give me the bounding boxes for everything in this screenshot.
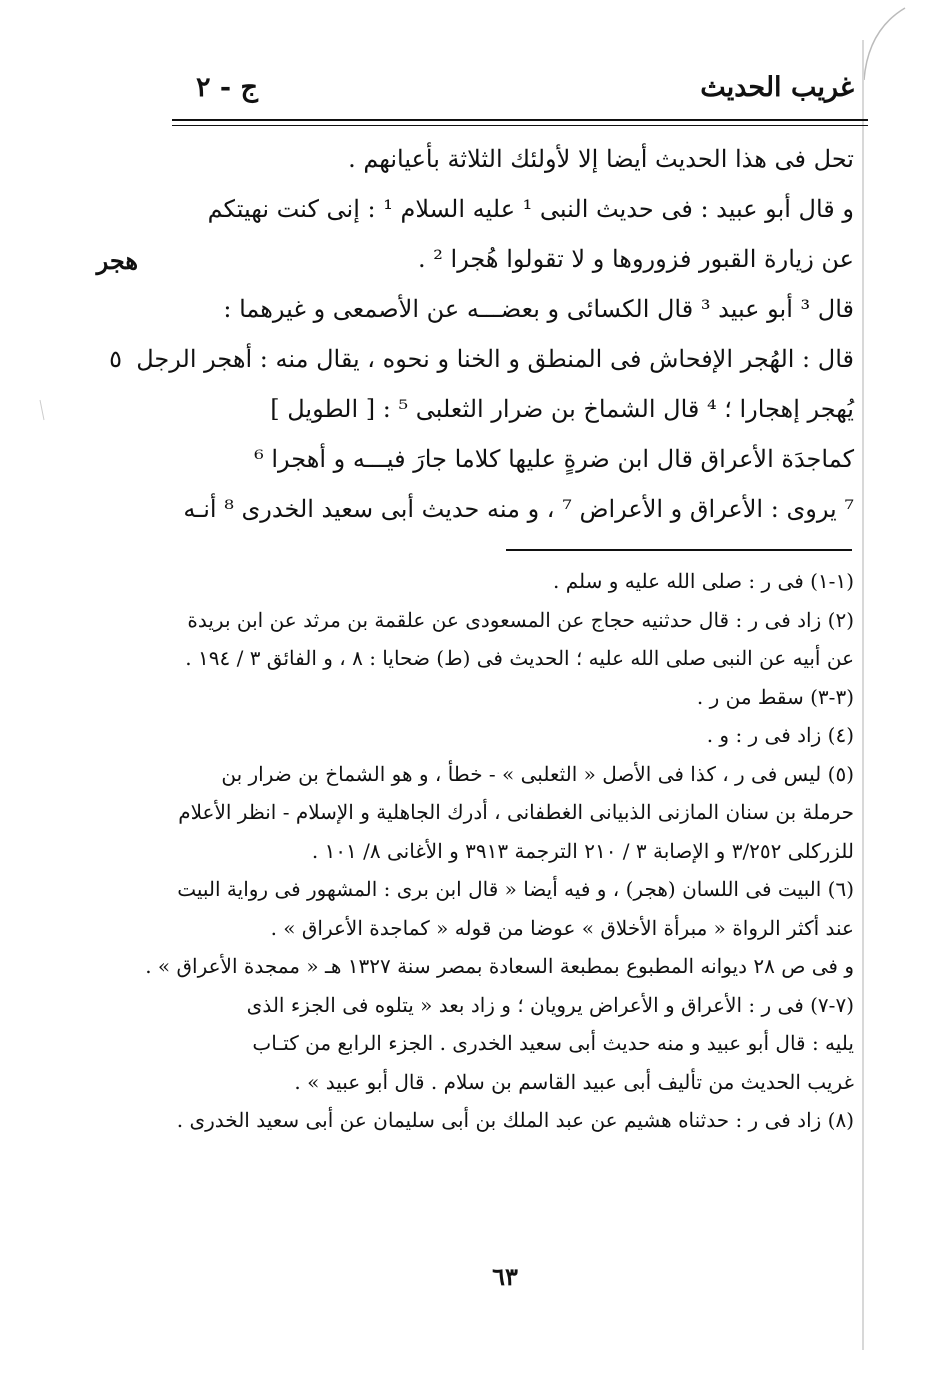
margin-keyword: هجر <box>96 246 138 275</box>
footnote-line: و فى ص ٢٨ ديوانه المطبوع بمطبعة السعادة بمصر سنة ١٣٢٧ هـ « ممجدة الأعراق » . <box>145 954 854 978</box>
footnote-line: (٥) ليس فى ر ، كذا فى الأصل « الثعلبى » - خطأ ، و هو الشماخ بن ضرار بن <box>221 761 854 786</box>
footnote-line: (٧-٧) فى ر : الأعراق و الأعراض يرويان ؛ و زاد بعد « يتلوه فى الجزء الذى <box>246 992 854 1017</box>
main-line-text: عن زيارة القبور فزوروها و لا تقولوا هُجرا ² . <box>418 245 854 273</box>
page-number: ٦٣ <box>492 1262 518 1291</box>
main-line-text: تحل فى هذا الحديث أيضا إلا لأولئك الثلاثة بأعيانهم . <box>348 145 854 173</box>
main-line-text: قال : الهُجر الإفحاش فى المنطق و الخنا و نحوه ، يقال منه : أهجر الرجل <box>136 345 854 373</box>
footnote-rule <box>506 549 852 551</box>
header-rule-thin <box>172 125 868 126</box>
main-line-text: ⁷ يروى : الأعراق و الأعراض ⁷ ، و منه حديث أبى سعيد الخدرى ⁸ أنـه <box>183 495 854 523</box>
verse-text: كماجدَة الأعراق قال ابن ضرةٍ عليها كلاما جارَ فيـــه و أهجرا ⁶ <box>254 445 854 473</box>
footnote-line: (٢) زاد فى ر : قال حدثنيه حجاج عن المسعودى عن علقمة بن مرثد عن ابن بريدة <box>187 607 854 632</box>
header-rule-thick <box>172 119 868 121</box>
main-line <box>170 484 854 534</box>
footnote-line: (٦) البيت فى اللسان (هجر) ، و فيه أيضا « قال ابن برى : المشهور فى رواية البيت <box>177 877 854 901</box>
main-line <box>170 184 854 234</box>
main-text <box>109 134 854 534</box>
right-margin-line <box>862 40 864 1350</box>
footnote-line: يليه : قال أبو عبيد و منه حديث أبى سعيد الخدرى . الجزء الرابع من كتـاب <box>252 1031 854 1055</box>
main-line <box>170 284 854 334</box>
footnote-line: غريب الحديث من تأليف أبى عبيد القاسم بن سلام . قال أبو عبيد » . <box>294 1069 854 1094</box>
footnote-line: عن أبيه عن النبى صلى الله عليه ؛ الحديث فى (ط) ضحايا : ٨ ، و الفائق ٣ / ١٩٤ . <box>185 646 854 670</box>
footnote-line: (٣-٣) سقط من ر . <box>696 684 854 709</box>
footnotes <box>145 562 854 1140</box>
footnote-line: عند أكثر الرواة « مبرأة الأخلاق » عوضا من قوله « كماجدة الأعراق » . <box>270 915 854 940</box>
footnote-line: (٨) زاد فى ر : حدثناه هشيم عن عبد الملك بن أبى سليمان عن أبى سعيد الخدرى . <box>176 1108 854 1132</box>
main-line <box>170 384 854 434</box>
verse-line <box>170 434 854 484</box>
main-line-text: قال ³ أبو عبيد ³ قال الكسائى و بعضـــه عن الأصمعى و غيرهما : <box>223 295 854 323</box>
footnote-line: (٤) زاد فى ر : و . <box>706 723 854 747</box>
main-line-text: يُهجر إهجارا ؛ ⁴ قال الشماخ بن ضرار الثعلبى ⁵ : [ الطويل ] <box>270 395 854 423</box>
line-number: ٥ <box>109 345 123 373</box>
running-title: غريب الحديث <box>700 72 854 103</box>
main-line <box>170 234 854 284</box>
footnote-line: (١-١) فى ر : صلى الله عليه و سلم . <box>552 569 854 593</box>
main-line <box>109 334 854 384</box>
main-line-text: و قال أبو عبيد : فى حديث النبى ¹ عليه السلام ¹ : إنى كنت نهيتكم <box>207 195 854 223</box>
main-line <box>170 134 854 184</box>
volume-label: ج - ٢ <box>196 72 258 103</box>
footnote-line: حرملة بن سنان المازنى الذبيانى الغطفانى ، أدرك الجاهلية و الإسلام - انظر الأعلام <box>178 800 854 824</box>
footnote-line: للزركلى ٣/٢٥٢ و الإصابة ٣ / ٢١٠ الترجمة ٣٩١٣ و الأغانى ٨/ ١٠١ . <box>311 838 854 863</box>
